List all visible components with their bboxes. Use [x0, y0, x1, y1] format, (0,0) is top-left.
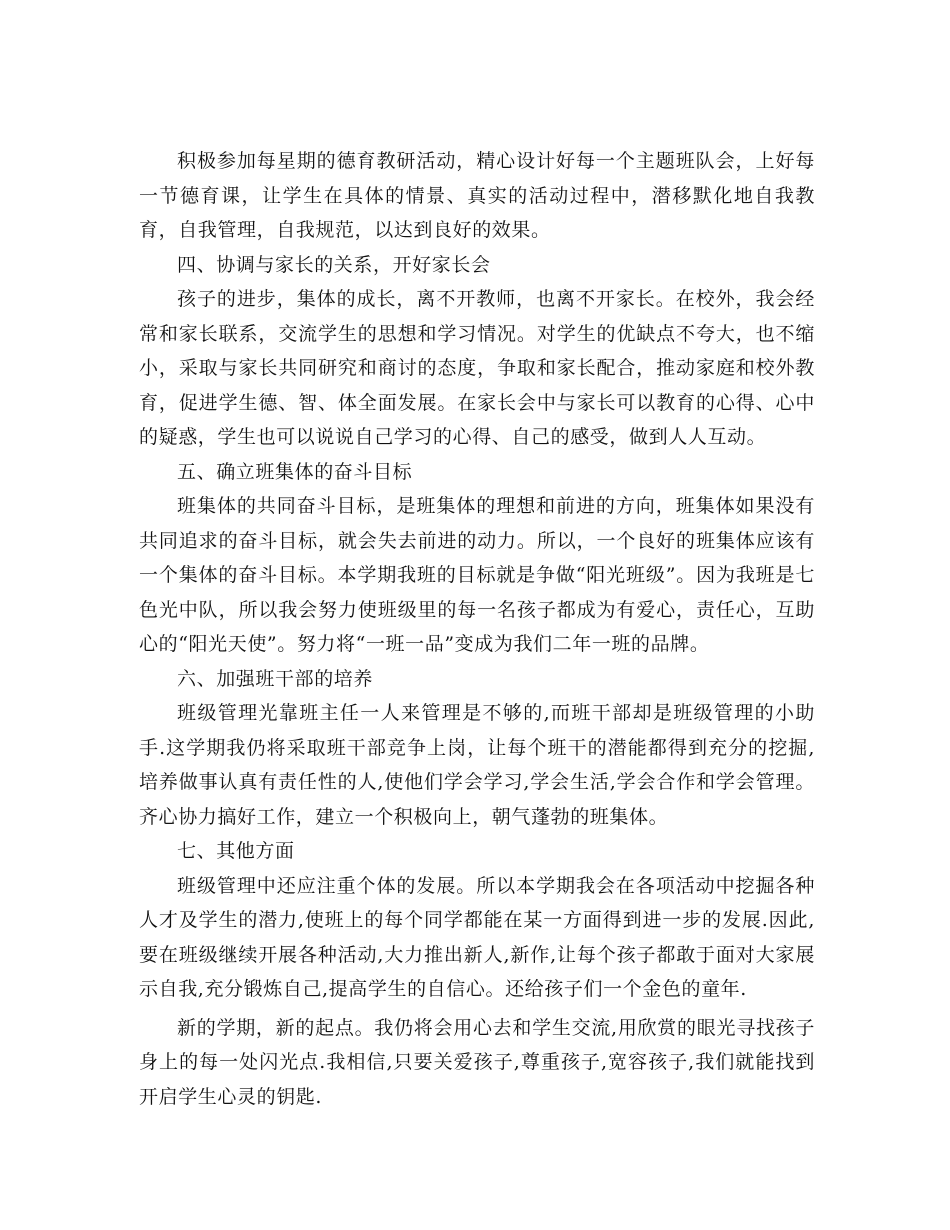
paragraph-class-goal: 班集体的共同奋斗目标，是班集体的理想和前进的方向，班集体如果没有共同追求的奋斗目标，就会失去前进的动力。所以，一个良好的班集体应该有一个集体的奋斗目标。本学期我班的目标就是争做“阳光班级”。因为我班是七色光中队，所以我会努力使班级里的每一名孩子都成为有爱心，责任心，互助心的“阳光天使”。努力将“一班一品”变成为我们二年一班的品牌。 — [139, 495, 815, 655]
section-heading-class-goal: 五、确立班集体的奋斗目标 — [177, 460, 413, 483]
section-heading-other: 七、其他方面 — [177, 840, 295, 862]
paragraph-moral-education: 积极参加每星期的德育教研活动，精心设计好每一个主题班队会，上好每一节德育课，让学生在具体的情景、真实的活动过程中，潜移默化地自我教育，自我管理，自我规范，以达到良好的效果。 — [139, 150, 815, 241]
paragraph-class-cadres: 班级管理光靠班主任一人来管理是不够的,而班干部却是班级管理的小助手.这学期我仍将采取班干部竞争上岗，让每个班干的潜能都得到充分的挖掘,培养做事认真有责任性的人,使他们学会学习,学会生活,学会合作和学会管理。齐心协力搞好工作，建立一个积极向上，朝气蓬勃的班集体。 — [139, 702, 815, 828]
paragraph-other: 班级管理中还应注重个体的发展。所以本学期我会在各项活动中挖掘各种人才及学生的潜力,使班上的每个同学都能在某一方面得到进一步的发展.因此,要在班级继续开展各种活动,大力推出新人,新作,让每个孩子都敢于面对大家展示自我,充分锻炼自己,提高学生的自信心。还给孩子们一个金色的童年. — [139, 874, 815, 1000]
section-heading-parents: 四、协调与家长的关系，开好家长会 — [177, 253, 491, 276]
paragraph-parents: 孩子的进步，集体的成长，离不开教师，也离不开家长。在校外，我会经常和家长联系，交流学生的思想和学习情况。对学生的优缺点不夸大，也不缩小，采取与家长共同研究和商讨的态度，争取和家长配合，推动家庭和校外教育，促进学生德、智、体全面发展。在家长会中与家长可以教育的心得、心中的疑惑，学生也可以说说自己学习的心得、自己的感受，做到人人互动。 — [139, 288, 815, 448]
paragraph-conclusion: 新的学期，新的起点。我仍将会用心去和学生交流,用欣赏的眼光寻找孩子身上的每一处闪光点.我相信,只要关爱孩子,尊重孩子,宽容孩子,我们就能找到开启学生心灵的钥匙. — [139, 1016, 815, 1108]
document-body — [139, 144, 815, 1114]
section-heading-class-cadres: 六、加强班干部的培养 — [177, 667, 374, 690]
